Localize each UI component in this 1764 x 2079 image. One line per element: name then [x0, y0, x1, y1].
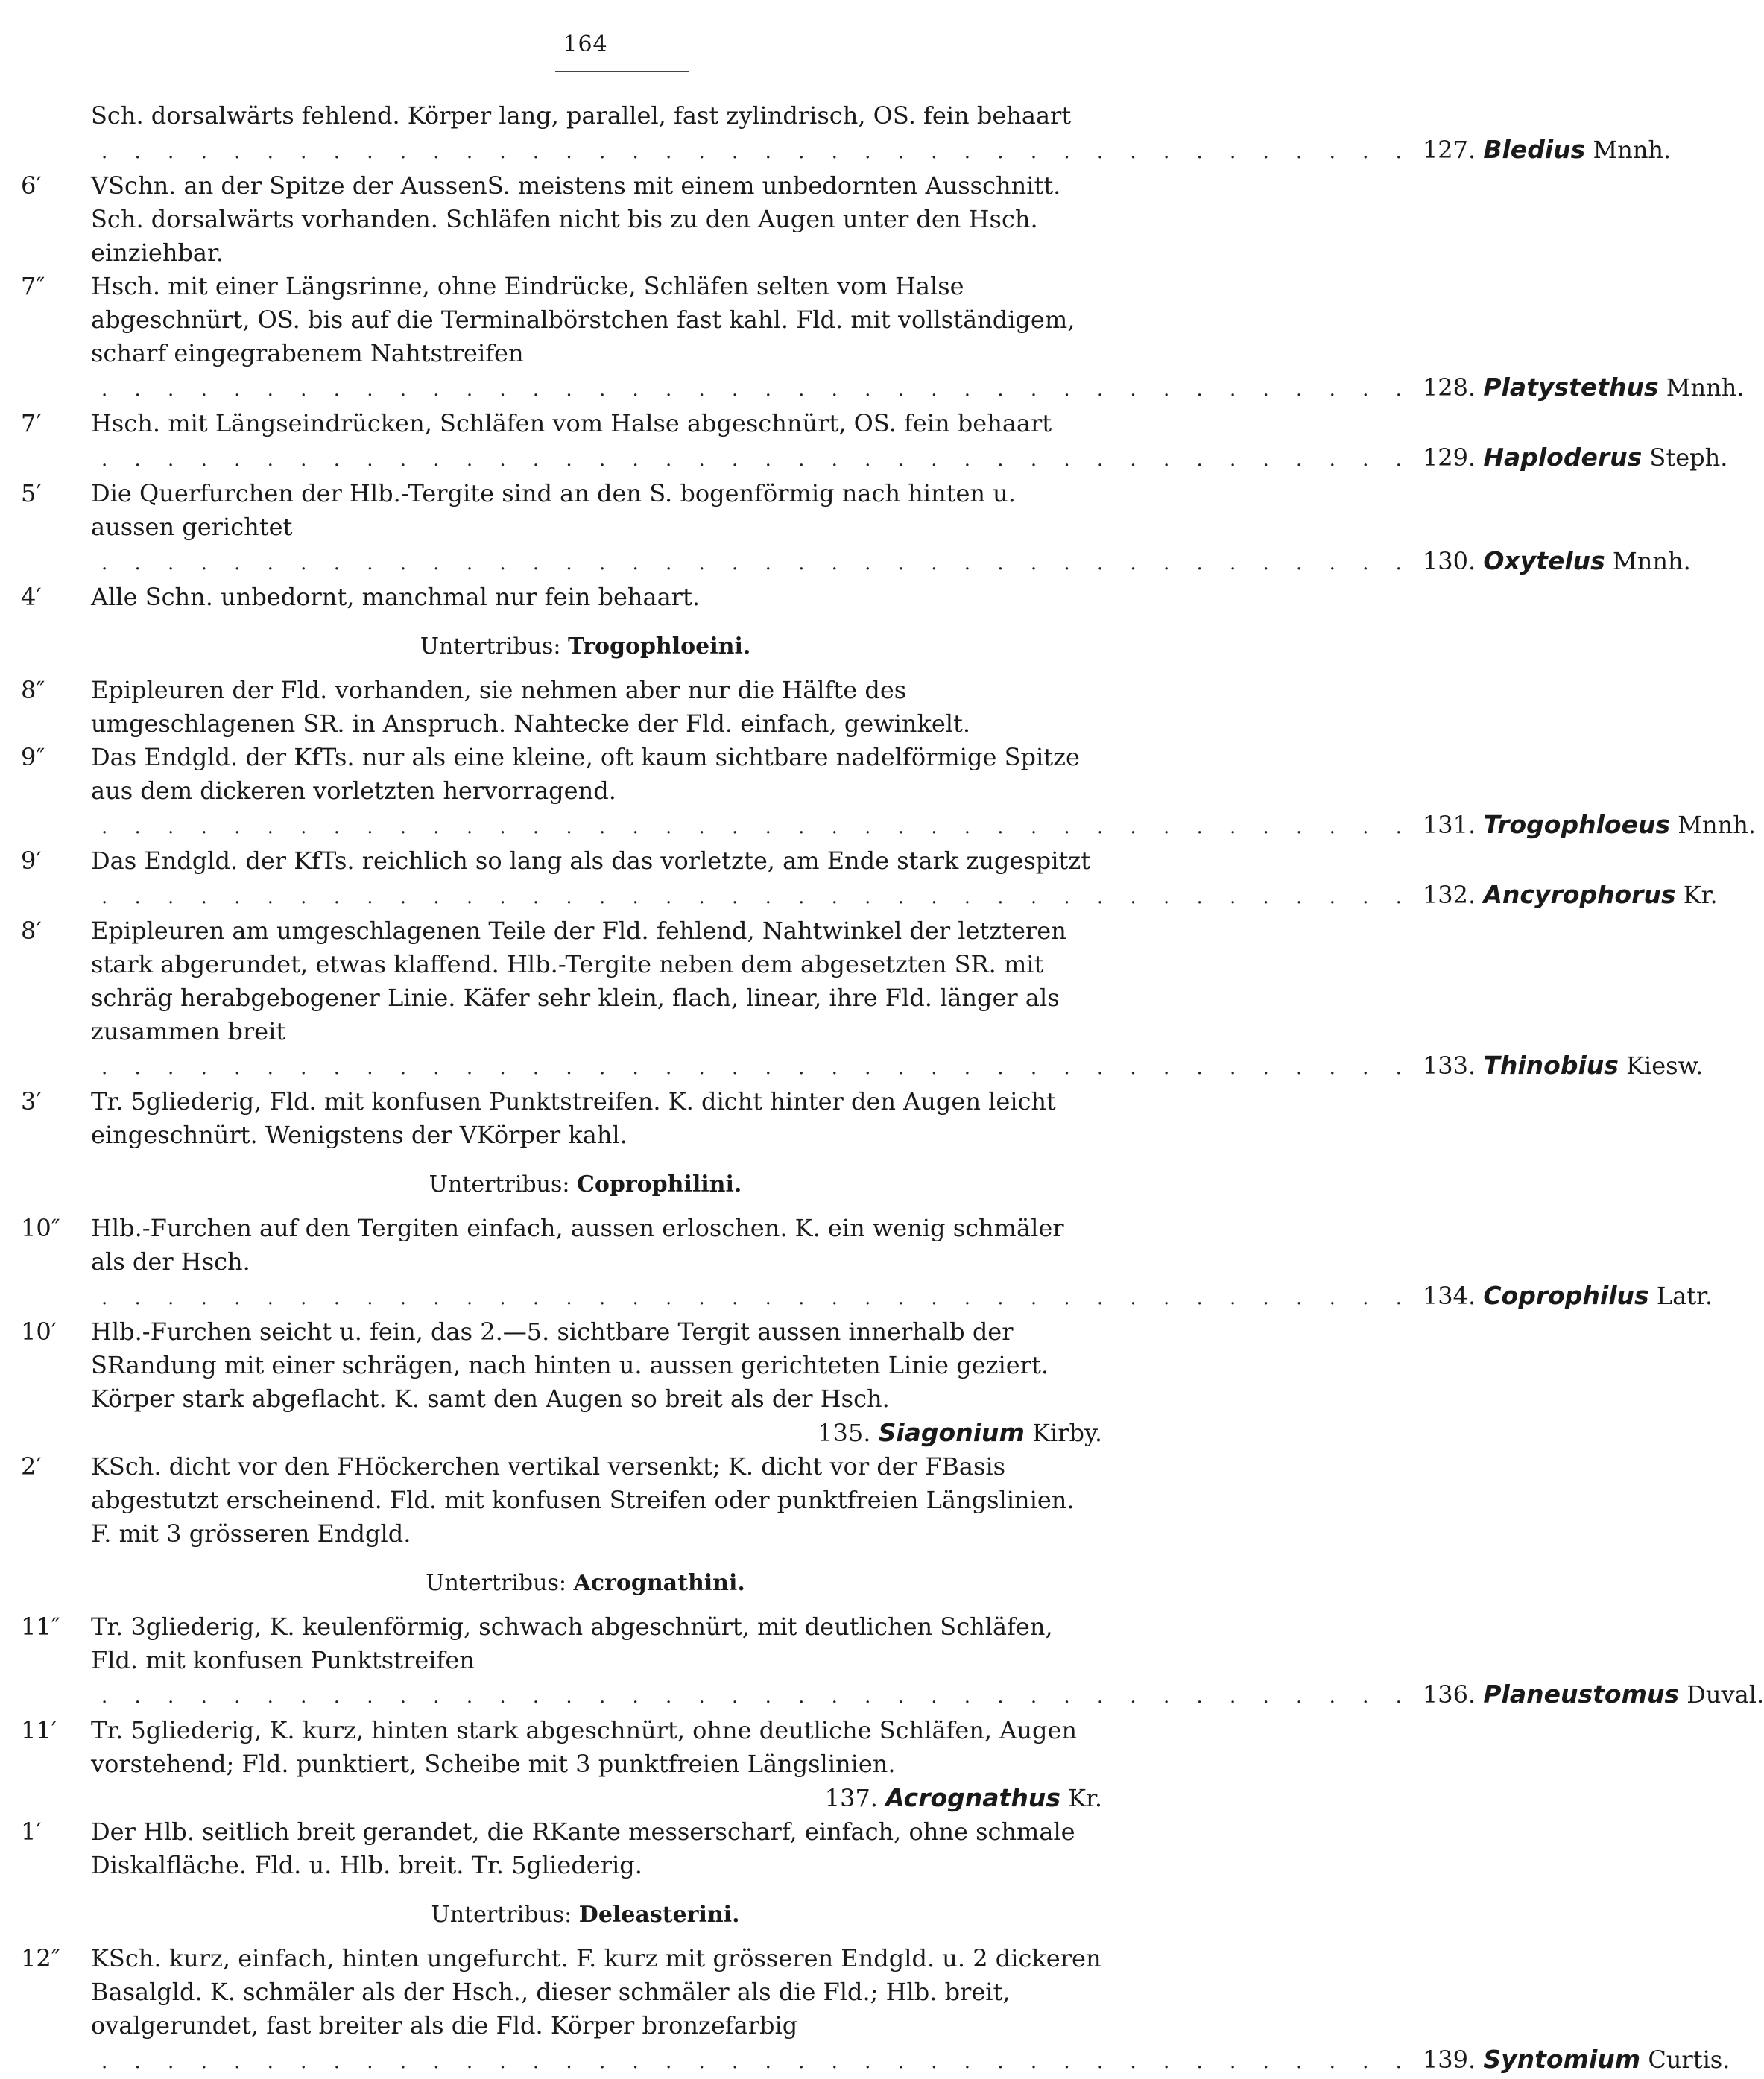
- genus-name: Oxytelus: [1483, 546, 1605, 575]
- genus-number: 135.: [818, 1419, 871, 1447]
- genus-author: Latr.: [1656, 1282, 1713, 1310]
- section-tribe: Trogophloeini.: [568, 633, 751, 659]
- leader-dots: . . . . . . . . . . . . . . . . . . . . . . . . . . . . . . . . . . . . . . . .: [101, 141, 1412, 163]
- genus-reference: [1423, 1677, 1764, 1712]
- leader-dots: . . . . . . . . . . . . . . . . . . . . . . . . . . . . . . . . . . . . . . . .: [101, 816, 1412, 838]
- entry-text: Das Endgld. der KfTs. nur als eine kleine, oft kaum sichtbare nadelförmige Spitze aus dem dickeren vorletzten hervorragend.: [91, 743, 1080, 805]
- genus-reference: [1423, 808, 1756, 842]
- genus-author: Kirby.: [1032, 1419, 1102, 1447]
- entry-text: Der Hlb. seitlich breit gerandet, die RKante messerscharf, einfach, ohne schmale Diskalfläche. Fld. u. Hlb. breit. Tr. 5gliederig.: [91, 1817, 1075, 1879]
- entry-text: Hlb.-Furchen auf den Tergiten einfach, aussen erloschen. K. ein wenig schmäler als der Hsch.: [91, 1214, 1064, 1276]
- entry-text: Alle Schn. unbedornt, manchmal nur fein behaart.: [91, 583, 700, 611]
- reference-line: [91, 1677, 1764, 1714]
- section-tribe: Acrognathini.: [573, 1570, 745, 1596]
- couplet-number: 9′: [21, 847, 42, 875]
- couplet-number: 2′: [21, 1452, 42, 1481]
- key-entry: [0, 169, 1171, 270]
- entry-text: Das Endgld. der KfTs. reichlich so lang als das vorletzte, am Ende stark zugespitzt: [91, 847, 1091, 875]
- genus-number: 130.: [1422, 547, 1476, 575]
- page-number: 164: [563, 31, 608, 57]
- key-entry: [0, 1212, 1713, 1315]
- couplet-number: 11′: [21, 1716, 57, 1744]
- entry-text: Tr. 3gliederig, K. keulenförmig, schwach abgeschnürt, mit deutlichen Schläfen, Fld. mit konfusen Punktstreifen: [91, 1613, 1053, 1674]
- genus-author: Steph.: [1649, 443, 1728, 472]
- genus-name: Syntomium: [1483, 2045, 1641, 2074]
- entry-text: Hsch. mit Längseindrücken, Schläfen vom Halse abgeschnürt, OS. fein behaart: [91, 409, 1052, 437]
- key-entry: [0, 407, 1728, 477]
- genus-reference: [1423, 878, 1718, 912]
- genus-reference: [1423, 1048, 1703, 1083]
- key-entry: [0, 477, 1691, 580]
- genus-name: Platystethus: [1483, 373, 1659, 402]
- entry-text: Sch. dorsalwärts fehlend. Körper lang, parallel, fast zylindrisch, OS. fein behaart: [91, 101, 1072, 130]
- key-entry: [0, 580, 1171, 614]
- genus-name: Thinobius: [1483, 1051, 1619, 1080]
- reference-line: [91, 878, 1718, 914]
- leader-dots: . . . . . . . . . . . . . . . . . . . . . . . . . . . . . . . . . . . . . . . .: [101, 379, 1412, 401]
- section-label: Untertribus:: [426, 1570, 566, 1596]
- section-label: Untertribus:: [429, 1171, 570, 1197]
- section-tribe: Coprophilini.: [577, 1171, 742, 1197]
- section-heading: [0, 630, 1171, 663]
- leader-dots: . . . . . . . . . . . . . . . . . . . . . . . . . . . . . . . . . . . . . . . .: [101, 1057, 1412, 1079]
- section-label: Untertribus:: [420, 633, 561, 659]
- genus-name: Bledius: [1483, 135, 1586, 164]
- key-body: [0, 99, 1764, 2079]
- key-entry: [0, 1085, 1171, 1152]
- entry-text: KSch. kurz, einfach, hinten ungefurcht. F. kurz mit grösseren Endgld. u. 2 dickeren Basalgld. K. schmäler als der Hsch., dieser schmäler als die Fld.; Hlb. breit, ovalgerundet, fast breiter als die Fld. Körper bronzefarbig: [91, 1944, 1101, 2040]
- couplet-number: 7″: [21, 272, 45, 300]
- key-entry: [0, 270, 1745, 407]
- reference-line: [91, 1048, 1704, 1085]
- key-entry: [0, 914, 1704, 1085]
- couplet-number: 9″: [21, 743, 45, 771]
- genus-reference: [1423, 544, 1691, 578]
- key-entry: [0, 1942, 1730, 2079]
- leader-dots: . . . . . . . . . . . . . . . . . . . . . . . . . . . . . . . . . . . . . . . .: [101, 1287, 1412, 1309]
- reference-line: [91, 440, 1728, 477]
- genus-reference: [1423, 370, 1745, 405]
- entry-text: Hlb.-Furchen seicht u. fein, das 2.—5. sichtbare Tergit aussen innerhalb der SRandung mit einer schrägen, nach hinten u. aussen gerichteten Linie geziert. Körper stark abgeflacht. K. samt den Augen so breit als der Hsch.: [91, 1317, 1049, 1413]
- genus-reference: [1423, 1279, 1713, 1313]
- genus-number: 127.: [1422, 136, 1476, 164]
- entry-text: Tr. 5gliederig, Fld. mit konfusen Punktstreifen. K. dicht hinter den Augen leicht eingeschnürt. Wenigstens der VKörper kahl.: [91, 1087, 1056, 1149]
- genus-name: Ancyrophorus: [1483, 880, 1676, 909]
- section-label: Untertribus:: [431, 1902, 572, 1928]
- leader-dots: . . . . . . . . . . . . . . . . . . . . . . . . . . . . . . . . . . . . . . . .: [101, 449, 1412, 471]
- leader-dots: . . . . . . . . . . . . . . . . . . . . . . . . . . . . . . . . . . . . . . . .: [101, 2051, 1412, 2073]
- genus-name: Trogophloeus: [1483, 810, 1671, 839]
- leader-dots: . . . . . . . . . . . . . . . . . . . . . . . . . . . . . . . . . . . . . . . .: [101, 886, 1412, 908]
- reference-line: [91, 1416, 1102, 1450]
- reference-line: [91, 1781, 1102, 1815]
- genus-author: Mnnh.: [1678, 811, 1757, 839]
- reference-line: [91, 2042, 1730, 2079]
- couplet-number: 7′: [21, 409, 42, 437]
- entry-text: Epipleuren am umgeschlagenen Teile der Fld. fehlend, Nahtwinkel der letzteren stark abgerundet, etwas klaffend. Hlb.-Tergite neben dem abgesetzten SR. mit schräg herabgebogener Linie. Käfer sehr klein, flach, linear, ihre Fld. länger als zusammen breit: [91, 917, 1066, 1045]
- section-heading: [0, 1899, 1171, 1931]
- couplet-number: 5′: [21, 479, 42, 507]
- genus-number: 129.: [1422, 443, 1476, 472]
- key-entry: [0, 1610, 1764, 1714]
- genus-number: 133.: [1422, 1051, 1476, 1080]
- couplet-number: 1′: [21, 1817, 42, 1846]
- genus-reference: [1423, 133, 1671, 167]
- couplet-number: 10′: [21, 1317, 57, 1346]
- reference-line: [91, 544, 1691, 580]
- reference-line: [91, 370, 1745, 407]
- key-entry: [0, 1315, 1171, 1450]
- section-tribe: Deleasterini.: [578, 1902, 740, 1928]
- reference-line: [91, 133, 1672, 169]
- genus-number: 131.: [1422, 811, 1476, 839]
- reference-line: [91, 808, 1757, 844]
- couplet-number: 4′: [21, 583, 42, 611]
- genus-reference: [1423, 2042, 1730, 2077]
- page-number-rule: [555, 71, 689, 72]
- key-entry: [0, 99, 1672, 169]
- entry-text: Die Querfurchen der Hlb.-Tergite sind an den S. bogenförmig nach hinten u. aussen gerichtet: [91, 479, 1016, 541]
- genus-author: Curtis.: [1648, 2045, 1730, 2074]
- couplet-number: 8′: [21, 917, 42, 945]
- genus-author: Mnnh.: [1666, 373, 1745, 402]
- key-entry: [0, 674, 1171, 741]
- genus-name: Planeustomus: [1483, 1680, 1680, 1709]
- entry-text: Epipleuren der Fld. vorhanden, sie nehmen aber nur die Hälfte des umgeschlagenen SR. in Anspruch. Nahtecke der Fld. einfach, gewinkelt.: [91, 676, 971, 738]
- genus-author: Mnnh.: [1612, 547, 1691, 575]
- couplet-number: 11″: [21, 1613, 60, 1641]
- genus-author: Kiesw.: [1626, 1051, 1704, 1080]
- genus-name: Siagonium: [878, 1418, 1025, 1447]
- couplet-number: 8″: [21, 676, 45, 704]
- genus-name: Haploderus: [1483, 443, 1643, 472]
- key-entry: [0, 1714, 1171, 1815]
- key-entry: [0, 844, 1718, 914]
- entry-text: KSch. dicht vor den FHöckerchen vertikal versenkt; K. dicht vor der FBasis abgestutzt erscheinend. Fld. mit konfusen Streifen oder punktfreien Längslinien. F. mit 3 grösseren Endgld.: [91, 1452, 1075, 1548]
- leader-dots: . . . . . . . . . . . . . . . . . . . . . . . . . . . . . . . . . . . . . . . .: [101, 1686, 1412, 1708]
- genus-name: Acrognathus: [885, 1783, 1060, 1812]
- genus-number: 132.: [1422, 881, 1476, 909]
- genus-number: 137.: [824, 1784, 878, 1812]
- genus-author: Kr.: [1683, 881, 1718, 909]
- couplet-number: 12″: [21, 1944, 60, 1972]
- section-heading: [0, 1567, 1171, 1600]
- genus-author: Kr.: [1068, 1784, 1102, 1812]
- reference-line: [91, 1279, 1713, 1315]
- entry-text: Hsch. mit einer Längsrinne, ohne Eindrücke, Schläfen selten vom Halse abgeschnürt, OS. bis auf die Terminalbörstchen fast kahl. Fld. mit vollständigem, scharf eingegrabenem Nahtstreifen: [91, 272, 1075, 367]
- genus-reference: [1423, 440, 1727, 475]
- couplet-number: 3′: [21, 1087, 42, 1116]
- genus-number: 128.: [1422, 373, 1476, 402]
- section-heading: [0, 1168, 1171, 1201]
- genus-author: Duval.: [1686, 1680, 1764, 1709]
- genus-number: 139.: [1422, 2045, 1476, 2074]
- entry-text: Tr. 5gliederig, K. kurz, hinten stark abgeschnürt, ohne deutliche Schläfen, Augen vorstehend; Fld. punktiert, Scheibe mit 3 punktfreien Längslinien.: [91, 1716, 1077, 1778]
- couplet-number: 10″: [21, 1214, 60, 1242]
- entry-text: VSchn. an der Spitze der AussenS. meistens mit einem unbedornten Ausschnitt. Sch. dorsalwärts vorhanden. Schläfen nicht bis zu den Augen unter den Hsch. einziehbar.: [91, 171, 1061, 267]
- genus-number: 136.: [1422, 1680, 1476, 1709]
- genus-author: Mnnh.: [1593, 136, 1672, 164]
- key-entry: [0, 1450, 1171, 1551]
- couplet-number: 6′: [21, 171, 42, 200]
- key-entry: [0, 1815, 1171, 1882]
- leader-dots: . . . . . . . . . . . . . . . . . . . . . . . . . . . . . . . . . . . . . . . .: [101, 552, 1412, 575]
- key-entry: [0, 741, 1757, 844]
- genus-number: 134.: [1422, 1282, 1476, 1310]
- genus-name: Coprophilus: [1483, 1281, 1649, 1310]
